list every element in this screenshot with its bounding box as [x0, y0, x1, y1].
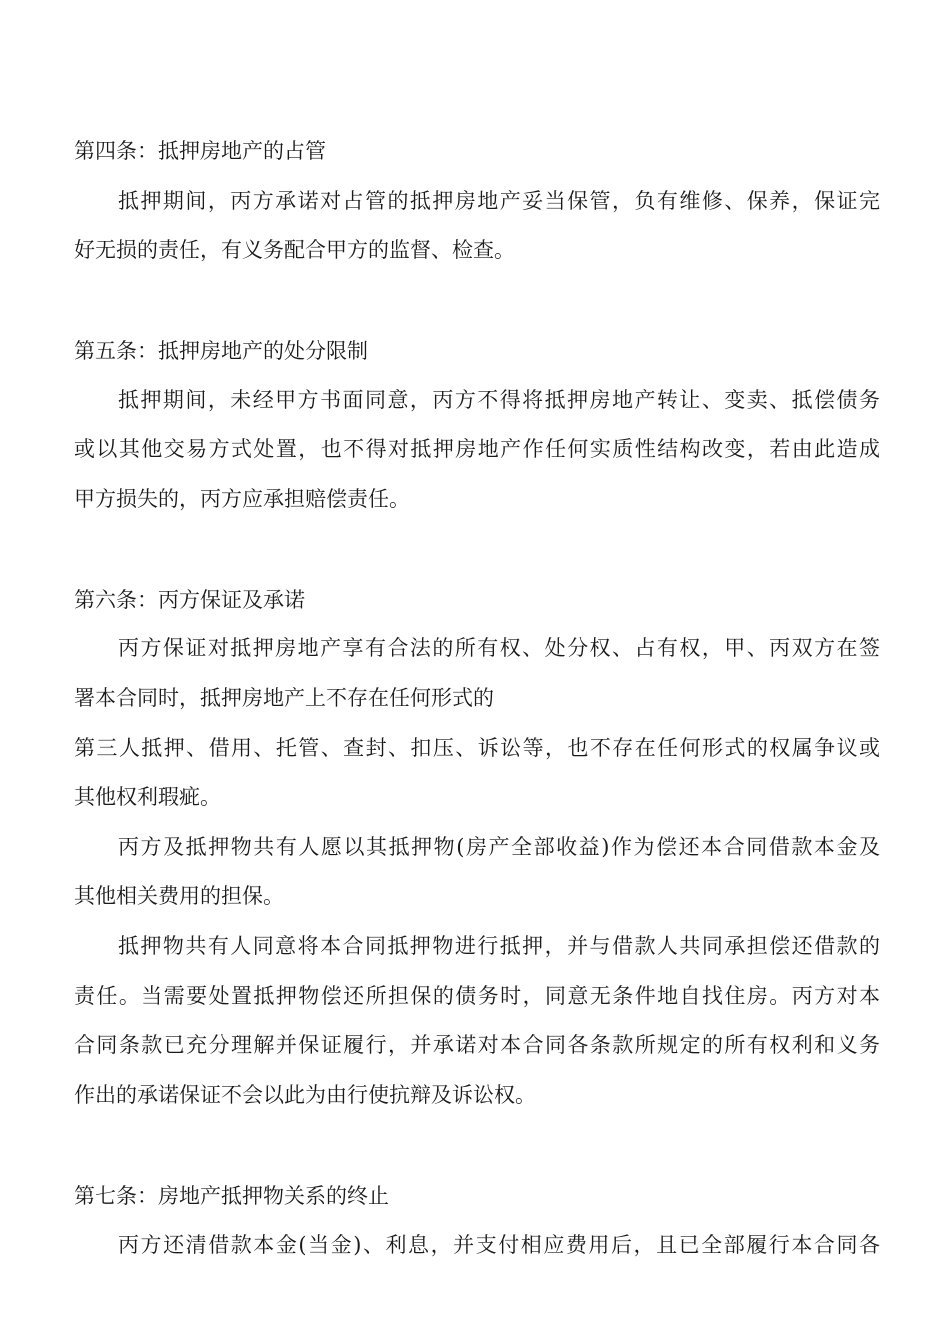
section-6-text-line-8: 责任。当需要处置抵押物偿还所担保的债务时，同意无条件地自找住房。丙方对本 [74, 984, 880, 1008]
section-6-text-line-5: 丙方及抵押物共有人愿以其抵押物(房产全部收益)作为偿还本合同借款本金及 [118, 835, 880, 859]
section-6-text-line-3: 第三人抵押、借用、托管、查封、扣压、诉讼等，也不存在任何形式的权属争议或 [74, 736, 880, 760]
section-6-text-line-6: 其他相关费用的担保。 [74, 884, 284, 908]
section-5-text-line-1: 抵押期间，未经甲方书面同意，丙方不得将抵押房地产转让、变卖、抵偿债务 [118, 388, 880, 412]
section-5-heading: 第五条：抵押房地产的处分限制 [74, 339, 368, 363]
section-6-text-line-10: 作出的承诺保证不会以此为由行使抗辩及诉讼权。 [74, 1083, 536, 1107]
section-7-text-line-1: 丙方还清借款本金(当金)、利息，并支付相应费用后，且已全部履行本合同各 [118, 1233, 880, 1257]
section-6-text-line-1: 丙方保证对抵押房地产享有合法的所有权、处分权、占有权，甲、丙双方在签 [118, 636, 880, 660]
section-5-text-line-2: 或以其他交易方式处置，也不得对抵押房地产作任何实质性结构改变，若由此造成 [74, 437, 880, 461]
section-6-text-line-4: 其他权利瑕疵。 [74, 785, 221, 809]
section-6-heading: 第六条：丙方保证及承诺 [74, 588, 305, 612]
section-4-heading: 第四条：抵押房地产的占管 [74, 139, 326, 163]
section-4-text-line-2: 好无损的责任，有义务配合甲方的监督、检查。 [74, 238, 515, 262]
section-7-heading: 第七条：房地产抵押物关系的终止 [74, 1184, 389, 1208]
section-6-text-line-2: 署本合同时，抵押房地产上不存在任何形式的 [74, 686, 494, 710]
section-4-text-line-1: 抵押期间，丙方承诺对占管的抵押房地产妥当保管，负有维修、保养，保证完 [118, 189, 880, 213]
section-6-text-line-7: 抵押物共有人同意将本合同抵押物进行抵押，并与借款人共同承担偿还借款的 [118, 934, 880, 958]
section-5-text-line-3: 甲方损失的，丙方应承担赔偿责任。 [74, 487, 410, 511]
section-6-text-line-9: 合同条款已充分理解并保证履行，并承诺对本合同各条款所规定的所有权利和义务 [74, 1033, 880, 1057]
